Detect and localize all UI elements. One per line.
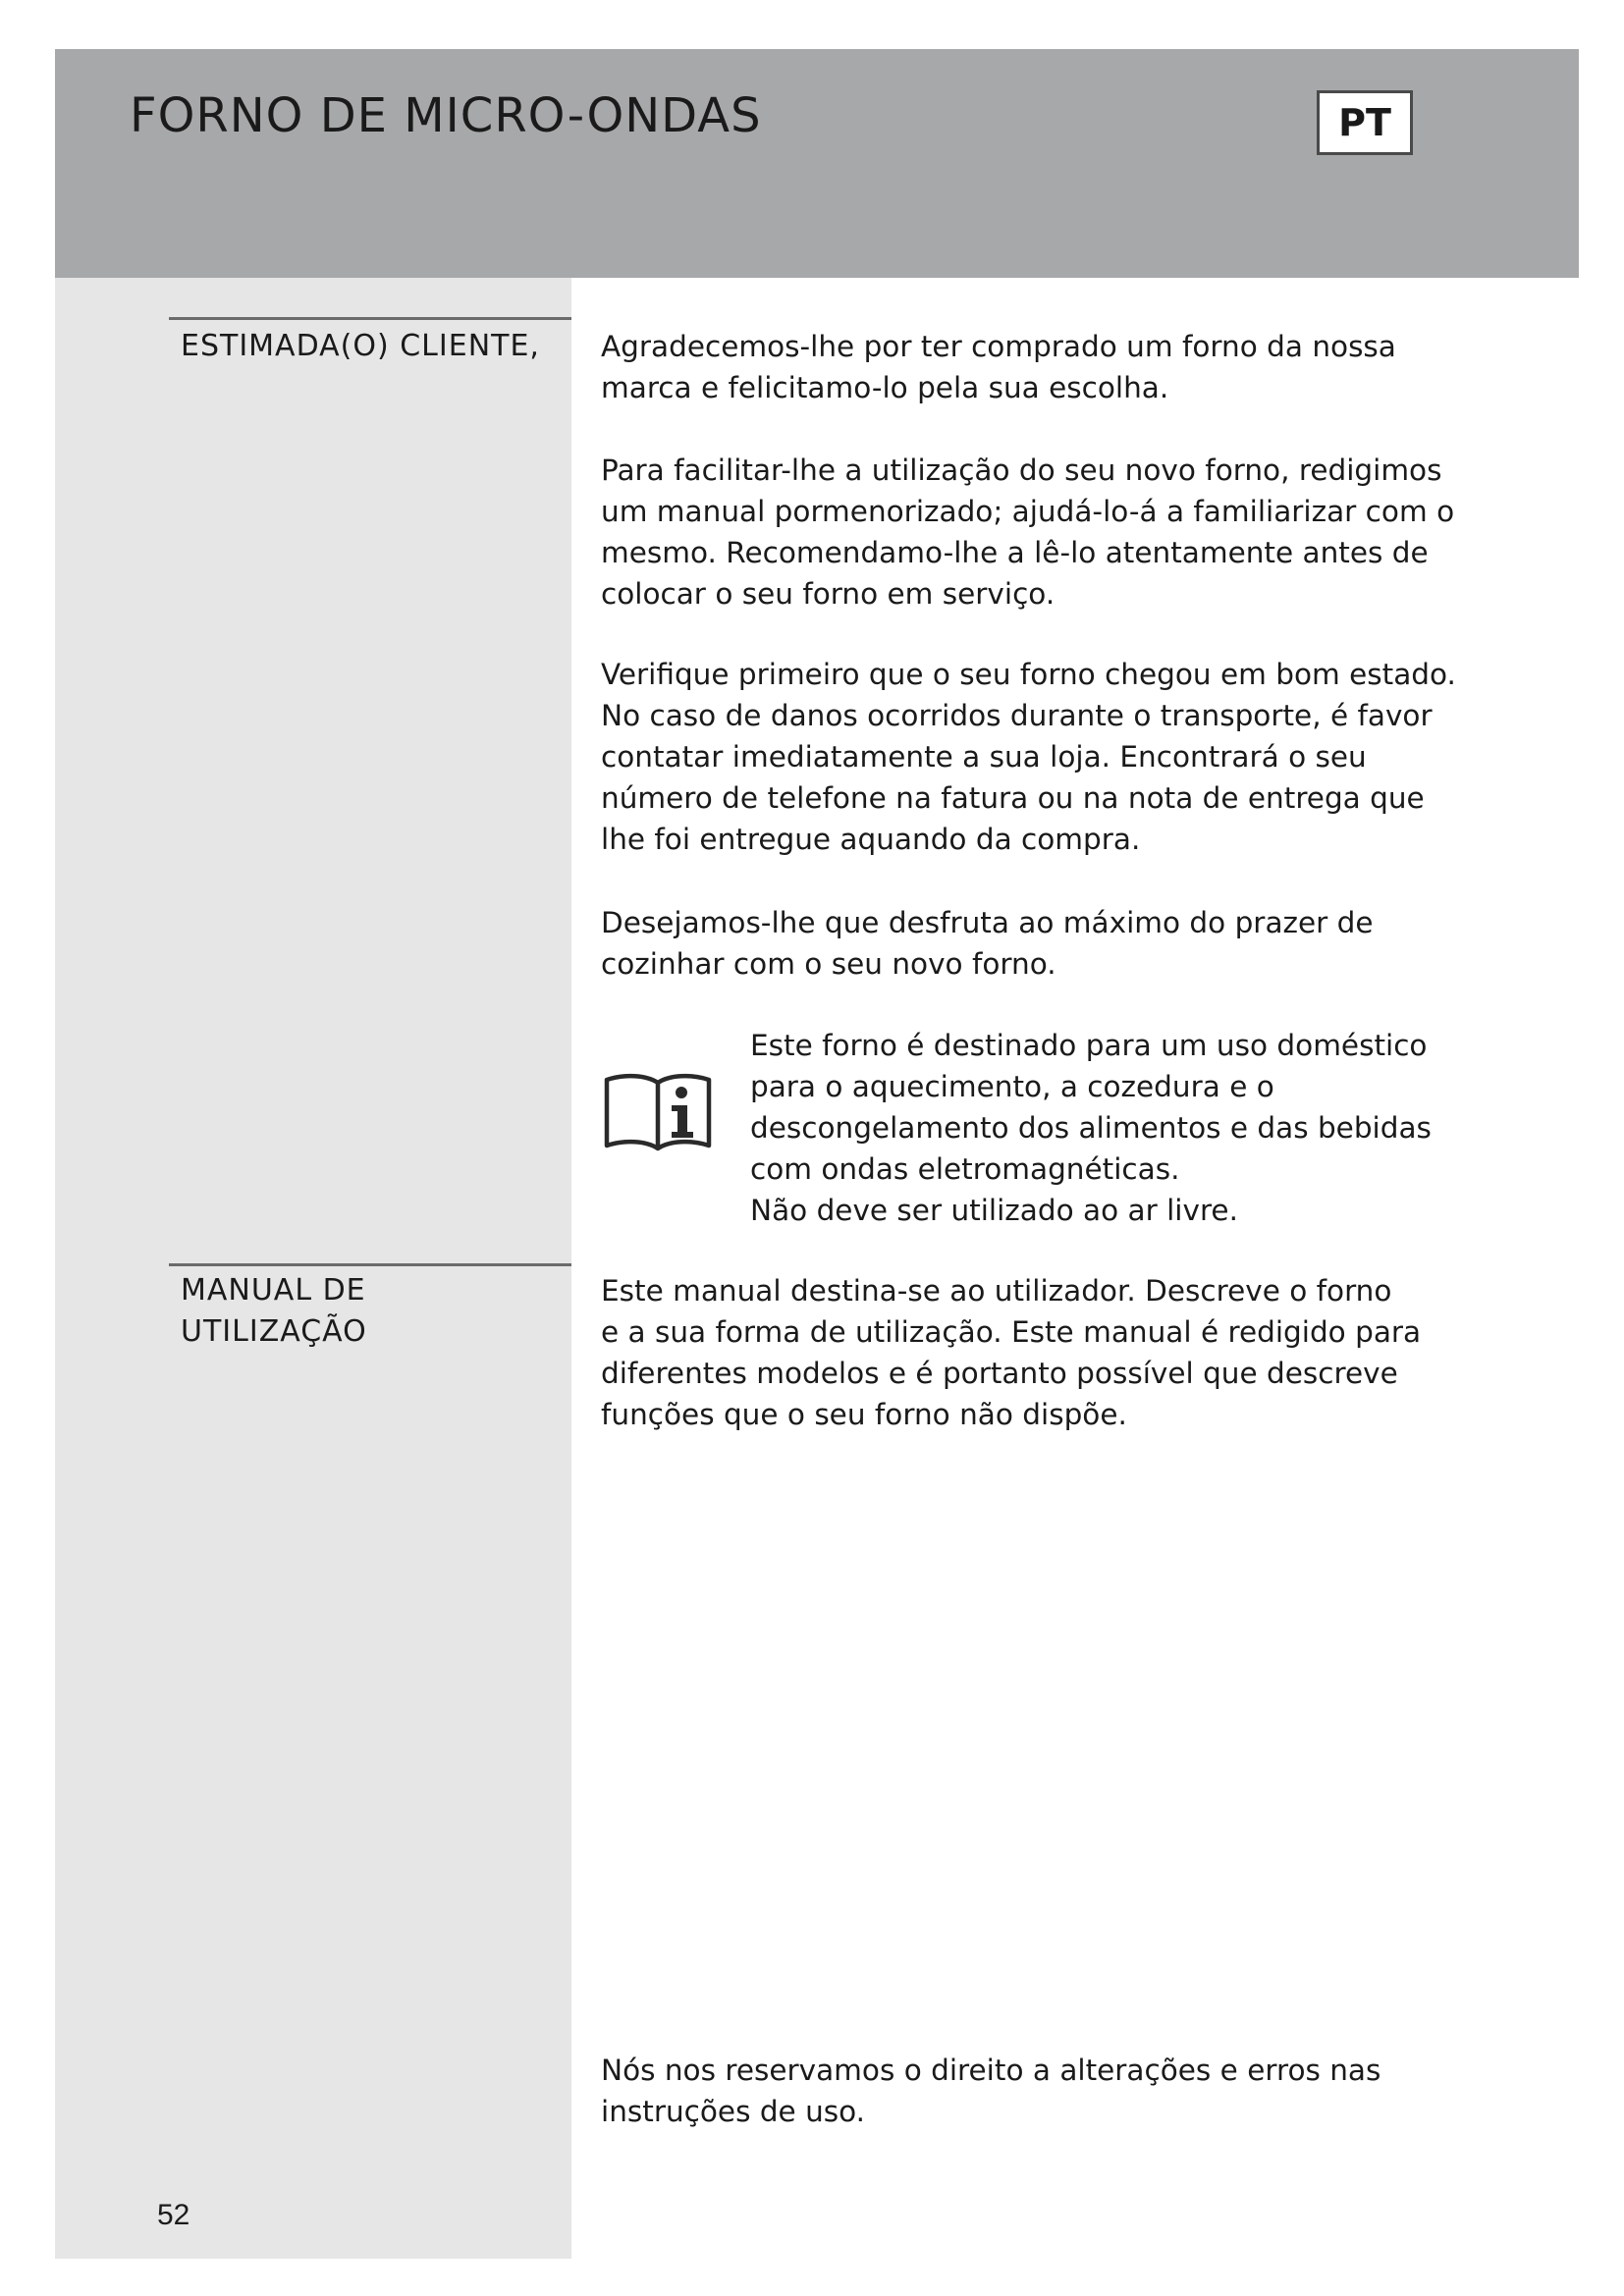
text-line: diferentes modelos e é portanto possível que descreve [601,1357,1398,1390]
disclaimer-note [601,2050,1380,2132]
section-label-line: UTILIZAÇÃO [181,1314,367,1349]
info-book-icon [603,1071,713,1151]
text-line: número de telefone na fatura ou na nota de entrega que [601,781,1425,815]
text-line: mesmo. Recomendamo-lhe a lê-lo atentamente antes de [601,536,1429,569]
section-label-customer [181,326,540,367]
manual-intro-paragraph [601,450,1454,614]
section-divider [169,1263,571,1266]
text-line: um manual pormenorizado; ajudá-lo-á a familiarizar com o [601,495,1455,528]
section-divider [169,317,571,320]
text-line: marca e felicitamo-lo pela sua escolha. [601,371,1169,404]
text-line: lhe foi entregue aquando da compra. [601,823,1141,856]
section-label-line: ESTIMADA(O) CLIENTE, [181,329,540,363]
wishes-paragraph [601,902,1374,985]
text-line: Este forno é destinado para um uso doméstico [750,1029,1428,1062]
text-line: Nós nos reservamos o direito a alterações e erros nas [601,2054,1381,2087]
text-line: instruções de uso. [601,2095,866,2128]
text-line: funções que o seu forno não dispõe. [601,1398,1127,1431]
section-label-manual [181,1270,367,1353]
usage-info-note [750,1025,1432,1231]
page-header [55,49,1579,278]
text-line: Para facilitar-lhe a utilização do seu novo forno, redigimos [601,454,1442,487]
document-title: FORNO DE MICRO-ONDAS [130,88,762,143]
text-line: descongelamento dos alimentos e das bebidas [750,1111,1432,1145]
language-badge: PT [1317,90,1413,155]
text-line: colocar o seu forno em serviço. [601,577,1056,611]
text-line: No caso de danos ocorridos durante o transporte, é favor [601,699,1433,732]
text-line: Verifique primeiro que o seu forno chegou em bom estado. [601,658,1456,691]
inspection-paragraph [601,654,1456,860]
text-line: com ondas eletromagnéticas. [750,1152,1180,1186]
text-line: Este manual destina-se ao utilizador. Descreve o forno [601,1274,1392,1308]
section-label-line: MANUAL DE [181,1273,366,1308]
text-line: para o aquecimento, a cozedura e o [750,1070,1274,1103]
text-line: Não deve ser utilizado ao ar livre. [750,1194,1238,1227]
text-line: Agradecemos-lhe por ter comprado um forno da nossa [601,330,1396,363]
page-number: 52 [157,2199,190,2231]
text-line: contatar imediatamente a sua loja. Encontrará o seu [601,740,1367,774]
manual-paragraph [601,1270,1421,1435]
text-line: Desejamos-lhe que desfruta ao máximo do prazer de [601,906,1374,939]
sidebar-column [55,278,571,2259]
text-line: e a sua forma de utilização. Este manual é redigido para [601,1315,1422,1349]
text-line: cozinhar com o seu novo forno. [601,947,1056,981]
intro-paragraph [601,326,1396,408]
